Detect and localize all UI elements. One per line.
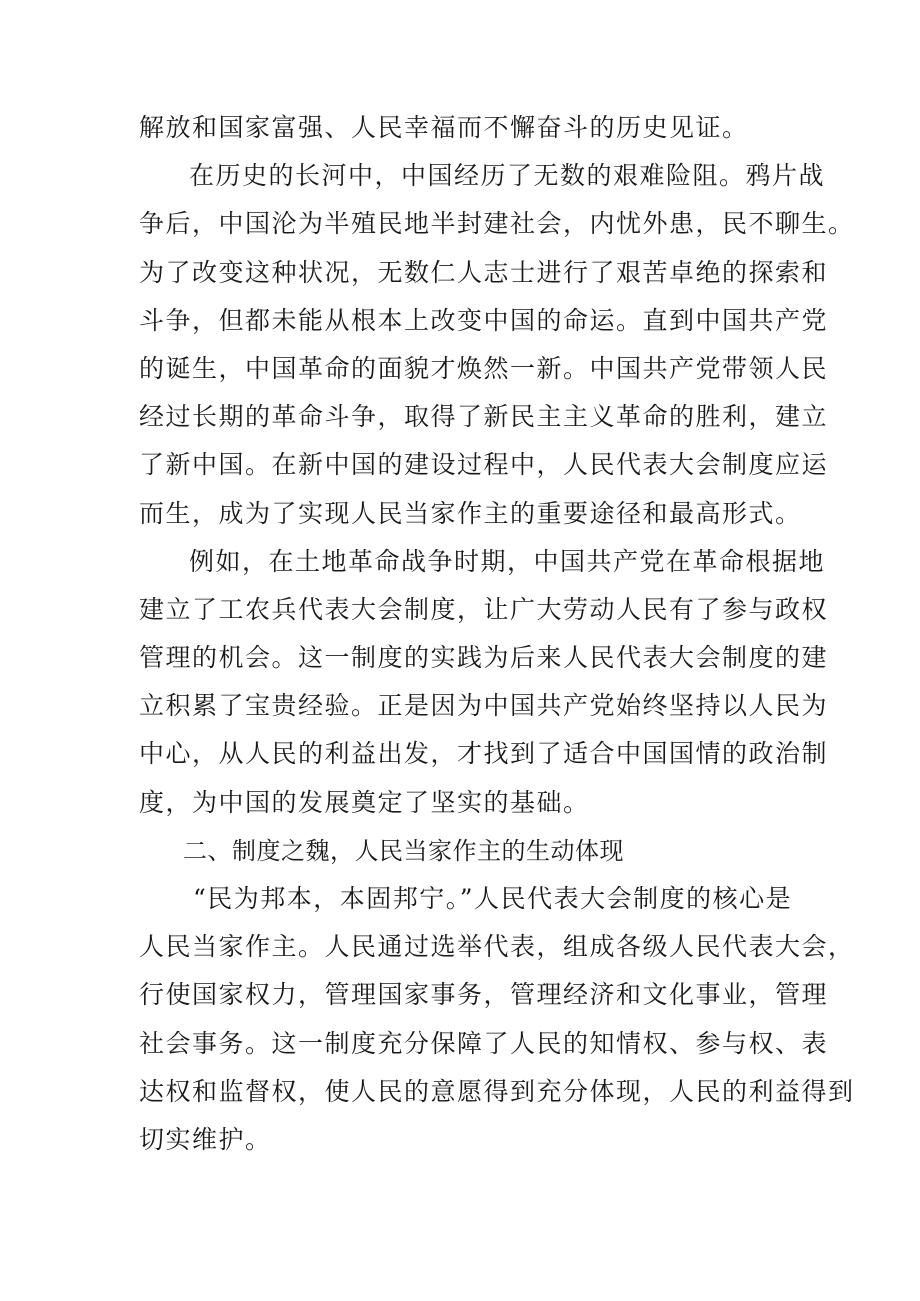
- text-line: 建立了工农兵代表大会制度，让广大劳动人民有了参与政权: [139, 594, 829, 624]
- text-line: 的诞生，中国革命的面貌才焕然一新。中国共产党带领人民: [139, 353, 829, 383]
- text-line: 人民当家作主。人民通过选举代表，组成各级人民代表大会，: [139, 932, 855, 962]
- text-line: 社会事务。这一制度充分保障了人民的知情权、参与权、表: [139, 1028, 829, 1058]
- text-line: 切实维护。: [139, 1124, 272, 1154]
- body-text: [139, 104, 855, 1164]
- paragraph-start-line: 例如，在土地革命战争时期，中国共产党在革命根据地: [189, 546, 826, 576]
- text-line: 行使国家权力，管理国家事务，管理经济和文化事业，管理: [139, 980, 829, 1010]
- paragraph-start-line: 在历史的长河中，中国经历了无数的艰难险阻。鸦片战: [189, 161, 826, 191]
- text-line: 了新中国。在新中国的建设过程中，人民代表大会制度应运: [139, 450, 829, 480]
- text-line: 争后，中国沦为半殖民地半封建社会，内忧外患，民不聊生。: [139, 209, 855, 239]
- text-line: 斗争，但都未能从根本上改变中国的命运。直到中国共产党: [139, 305, 829, 335]
- text-line: 为了改变这种状况，无数仁人志士进行了艰苦卓绝的探索和: [139, 257, 829, 287]
- text-line: 度，为中国的发展奠定了坚实的基础。: [139, 787, 590, 817]
- text-line: 经过长期的革命斗争，取得了新民主主义革命的胜利，建立: [139, 402, 829, 432]
- text-line: 立积累了宝贵经验。正是因为中国共产党始终坚持以人民为: [139, 691, 829, 721]
- paragraph-start-line: “民为邦本，本固邦宁。”人民代表大会制度的核心是: [193, 884, 793, 913]
- text-line: 达权和监督权，使人民的意愿得到充分体现，人民的利益得到: [139, 1076, 855, 1106]
- text-line: 解放和国家富强、人民幸福而不懈奋斗的历史见证。: [139, 113, 749, 142]
- section-heading: 二、制度之魏，人民当家作主的生动体现: [183, 836, 624, 865]
- text-line: 管理的机会。这一制度的实践为后来人民代表大会制度的建: [139, 643, 829, 673]
- text-line: 中心，从人民的利益出发，才找到了适合中国国情的政治制: [139, 739, 829, 769]
- text-line: 而生，成为了实现人民当家作主的重要途径和最高形式。: [139, 498, 802, 528]
